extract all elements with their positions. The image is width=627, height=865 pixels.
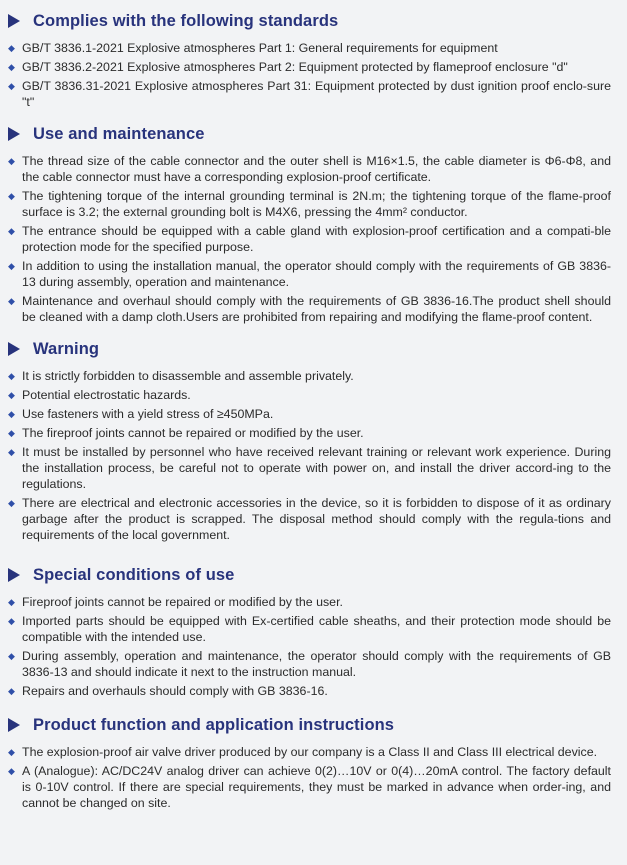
list-item — [8, 406, 611, 422]
list-item — [8, 153, 611, 185]
triangle-right-icon — [8, 568, 20, 582]
section-warning — [8, 338, 611, 543]
diamond-bullet-icon: ◆ — [8, 371, 15, 381]
item-text: Imported parts should be equipped with Ex-certified cable sheaths, and their protection mode should be compatible with the intended use. — [22, 614, 611, 644]
section-header — [8, 714, 611, 736]
item-text: GB/T 3836.31-2021 Explosive atmospheres Part 31: Equipment protected by dust ignition proof enclo-sure "t" — [22, 79, 611, 109]
item-text: During assembly, operation and maintenance, the operator should comply with the requirements of GB 3836-13 and should indicate it next to the instruction manual. — [22, 649, 611, 679]
list-item — [8, 78, 611, 110]
item-text: There are electrical and electronic accessories in the device, so it is forbidden to dispose of it as ordinary garbage after the product is scrapped. The disposal method should comply with the regula-tions and requirements of the local government. — [22, 496, 611, 542]
list-item — [8, 40, 611, 56]
diamond-bullet-icon: ◆ — [8, 686, 15, 696]
item-text: GB/T 3836.1-2021 Explosive atmospheres Part 1: General requirements for equipment — [22, 41, 498, 55]
item-text: Fireproof joints cannot be repaired or modified by the user. — [22, 595, 343, 609]
section-title: Product function and application instructions — [33, 715, 395, 734]
diamond-bullet-icon: ◆ — [8, 498, 15, 508]
diamond-bullet-icon: ◆ — [8, 43, 15, 53]
diamond-bullet-icon: ◆ — [8, 261, 15, 271]
item-text: GB/T 3836.2-2021 Explosive atmospheres Part 2: Equipment protected by flameproof enclosure "d" — [22, 60, 568, 74]
diamond-bullet-icon: ◆ — [8, 156, 15, 166]
item-text: The tightening torque of the internal grounding terminal is 2N.m; the tightening torque of the flame-proof surface is 3.2; the external grounding bolt is M4X6, pressing the 4mm² conductor. — [22, 189, 611, 219]
item-text: The thread size of the cable connector and the outer shell is M16×1.5, the cable diameter is Φ6-Φ8, and the cable connector must have a corresponding explosion-proof certificate. — [22, 154, 611, 184]
item-list — [8, 40, 611, 110]
list-item — [8, 613, 611, 645]
item-text: A (Analogue): AC/DC24V analog driver can achieve 0(2)…10V or 0(4)…20mA control. The factory default is 0-10V control. If there are special requirements, they must be marked in advance when order-ing, and cannot be changed on site. — [22, 764, 611, 810]
list-item — [8, 223, 611, 255]
triangle-right-icon — [8, 342, 20, 356]
section-header — [8, 338, 611, 360]
list-item — [8, 425, 611, 441]
diamond-bullet-icon: ◆ — [8, 296, 15, 306]
triangle-right-icon — [8, 718, 20, 732]
diamond-bullet-icon: ◆ — [8, 390, 15, 400]
diamond-bullet-icon: ◆ — [8, 81, 15, 91]
diamond-bullet-icon: ◆ — [8, 226, 15, 236]
diamond-bullet-icon: ◆ — [8, 651, 15, 661]
item-list — [8, 368, 611, 543]
diamond-bullet-icon: ◆ — [8, 747, 15, 757]
item-text: The explosion-proof air valve driver produced by our company is a Class II and Class III electrical device. — [22, 745, 598, 759]
list-item — [8, 594, 611, 610]
diamond-bullet-icon: ◆ — [8, 597, 15, 607]
item-list — [8, 153, 611, 325]
list-item — [8, 495, 611, 543]
item-text: It must be installed by personnel who have received relevant training or relevant work experience. During the installation process, be careful not to operate with power on, and install the driver accord-ing to the regulations. — [22, 445, 611, 491]
list-item — [8, 368, 611, 384]
section-title: Warning — [33, 339, 100, 358]
item-text: Use fasteners with a yield stress of ≥450MPa. — [22, 407, 274, 421]
list-item — [8, 293, 611, 325]
item-text: In addition to using the installation manual, the operator should comply with the requirements of GB 3836-13 during assembly, operation and maintenance. — [22, 259, 611, 289]
list-item — [8, 744, 611, 760]
section-title: Complies with the following standards — [33, 11, 339, 30]
section-product-function — [8, 714, 611, 811]
section-header — [8, 564, 611, 586]
diamond-bullet-icon: ◆ — [8, 616, 15, 626]
list-item — [8, 188, 611, 220]
section-use-maintenance — [8, 123, 611, 325]
diamond-bullet-icon: ◆ — [8, 409, 15, 419]
triangle-right-icon — [8, 127, 20, 141]
item-text: The fireproof joints cannot be repaired or modified by the user. — [22, 426, 364, 440]
section-header — [8, 10, 611, 32]
list-item — [8, 683, 611, 699]
list-item — [8, 763, 611, 811]
section-title: Special conditions of use — [33, 565, 235, 584]
section-header — [8, 123, 611, 145]
item-text: Maintenance and overhaul should comply with the requirements of GB 3836-16.The product shell should be cleaned with a damp cloth.Users are prohibited from repairing and modifying the flame-proof content. — [22, 294, 611, 324]
list-item — [8, 59, 611, 75]
diamond-bullet-icon: ◆ — [8, 447, 15, 457]
diamond-bullet-icon: ◆ — [8, 428, 15, 438]
item-text: Repairs and overhauls should comply with GB 3836-16. — [22, 684, 328, 698]
diamond-bullet-icon: ◆ — [8, 62, 15, 72]
item-text: It is strictly forbidden to disassemble and assemble privately. — [22, 369, 354, 383]
item-text: The entrance should be equipped with a cable gland with explosion-proof certification and a compati-ble protection mode for the specified purpose. — [22, 224, 611, 254]
list-item — [8, 444, 611, 492]
item-text: Potential electrostatic hazards. — [22, 388, 191, 402]
list-item — [8, 648, 611, 680]
diamond-bullet-icon: ◆ — [8, 766, 15, 776]
item-list — [8, 744, 611, 811]
triangle-right-icon — [8, 14, 20, 28]
list-item — [8, 387, 611, 403]
list-item — [8, 258, 611, 290]
diamond-bullet-icon: ◆ — [8, 191, 15, 201]
item-list — [8, 594, 611, 699]
section-special-conditions — [8, 564, 611, 699]
section-title: Use and maintenance — [33, 124, 205, 143]
section-standards — [8, 10, 611, 110]
